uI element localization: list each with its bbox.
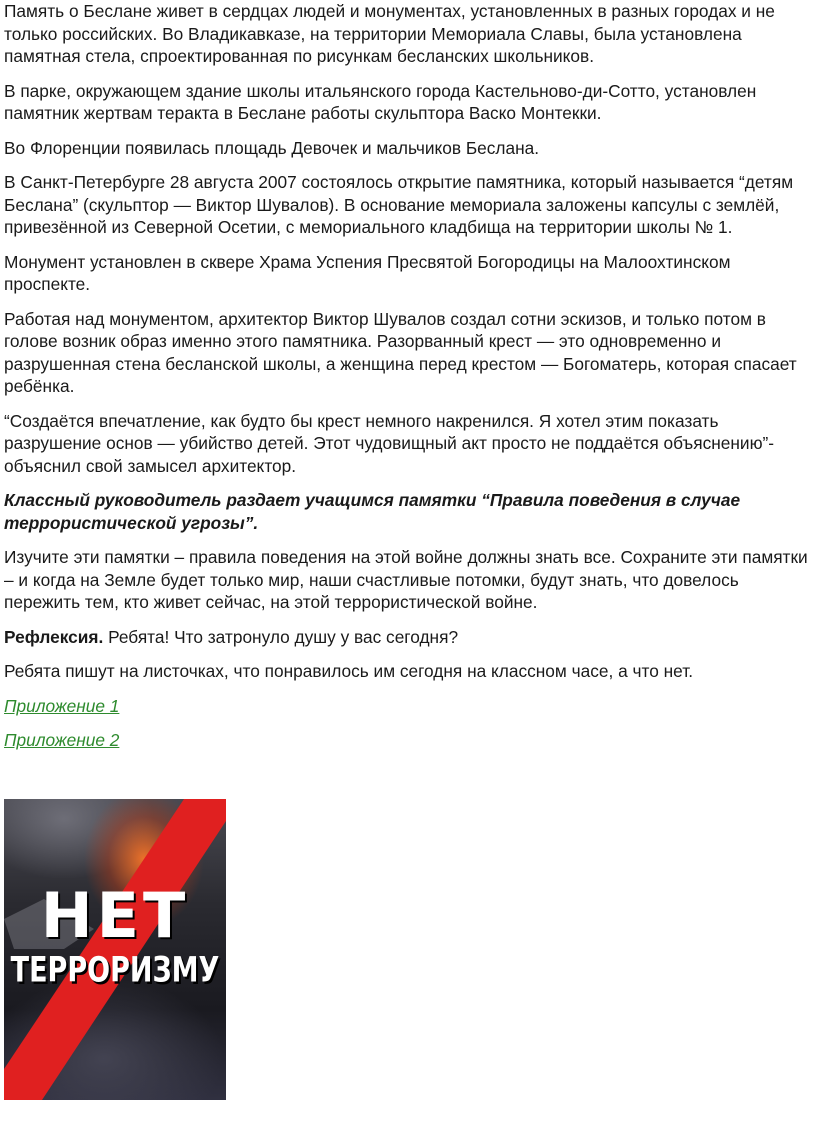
paragraph-florence: Во Флоренции появилась площадь Девочек и мальчиков Беслана. xyxy=(4,137,540,158)
paragraph-petersburg: В Санкт-Петербурге 28 августа 2007 состоялось открытие памятника, который называется “детям Беслана” (скульптор — Виктор Шувалов). В основание мемориала заложены капсулы с землёй, привезённой из Северной Осетии, с мемориального кладбища на территории школы № 1. xyxy=(4,172,794,237)
paragraph-closing: Ребята пишут на листочках, что понравилось им сегодня на классном часе, а что нет. xyxy=(4,661,693,681)
poster-subtitle: ТЕРРОРИЗМУ xyxy=(10,950,220,991)
document-body xyxy=(4,0,812,763)
paragraph-memory: Память о Беслане живет в сердцах людей и монументах, установленных в разных городах и не только российских. Во Владикавказе, на территории Мемориала Славы, была установлена памятная стела, спроектированная по рисункам бесланских школьников. xyxy=(4,1,775,66)
paragraph-quote: “Создаётся впечатление, как будто бы крест немного накренился. Я хотел этим показать разрушение основ — убийство детей. Этот чудовищный акт просто не поддаётся объяснению”- объяснил свой замысел архитектор. xyxy=(4,410,775,476)
appendix-2-link[interactable]: Приложение 2 xyxy=(4,729,120,750)
appendix-2-row xyxy=(4,729,812,751)
appendix-1-link[interactable]: Приложение 1 xyxy=(4,695,120,716)
paragraph-architect: Работая над монументом, архитектор Виктор Шувалов создал сотни эскизов, и только потом в голове возник образ именно этого памятника. Разорванный крест — это одновременно и разрушенная стена бесланской школы, а женщина перед крестом — Богоматерь, которая спасает ребёнка. xyxy=(4,308,797,396)
reflection-label: Рефлексия. xyxy=(4,626,104,647)
no-terrorism-poster xyxy=(4,799,226,1100)
paragraph-monument: Монумент установлен в сквере Храма Успения Пресвятой Богородицы на Малоохтинском проспекте. xyxy=(4,251,731,294)
reflection-text: Ребята! Что затронуло душу у вас сегодня? xyxy=(103,626,459,647)
paragraph-italy: В парке, окружающем здание школы итальянского города Кастельново-ди-Сотто, установлен памятник жертвам теракта в Беслане работы скульптора Васко Монтекки. xyxy=(4,80,757,123)
poster-title: НЕТ xyxy=(40,879,190,952)
appendix-1-row xyxy=(4,695,812,717)
teacher-note: Классный руководитель раздает учащимся памятки “Правила поведения в случае террористической угрозы”. xyxy=(4,490,741,533)
reflection-paragraph xyxy=(4,626,812,649)
paragraph-memo: Изучите эти памятки – правила поведения на этой войне должны знать все. Сохраните эти памятки – и когда на Земле будет только мир, наши счастливые потомки, будут знать, что довелось пережить тем, кто живет сейчас, на этой террористической войне. xyxy=(4,547,808,612)
